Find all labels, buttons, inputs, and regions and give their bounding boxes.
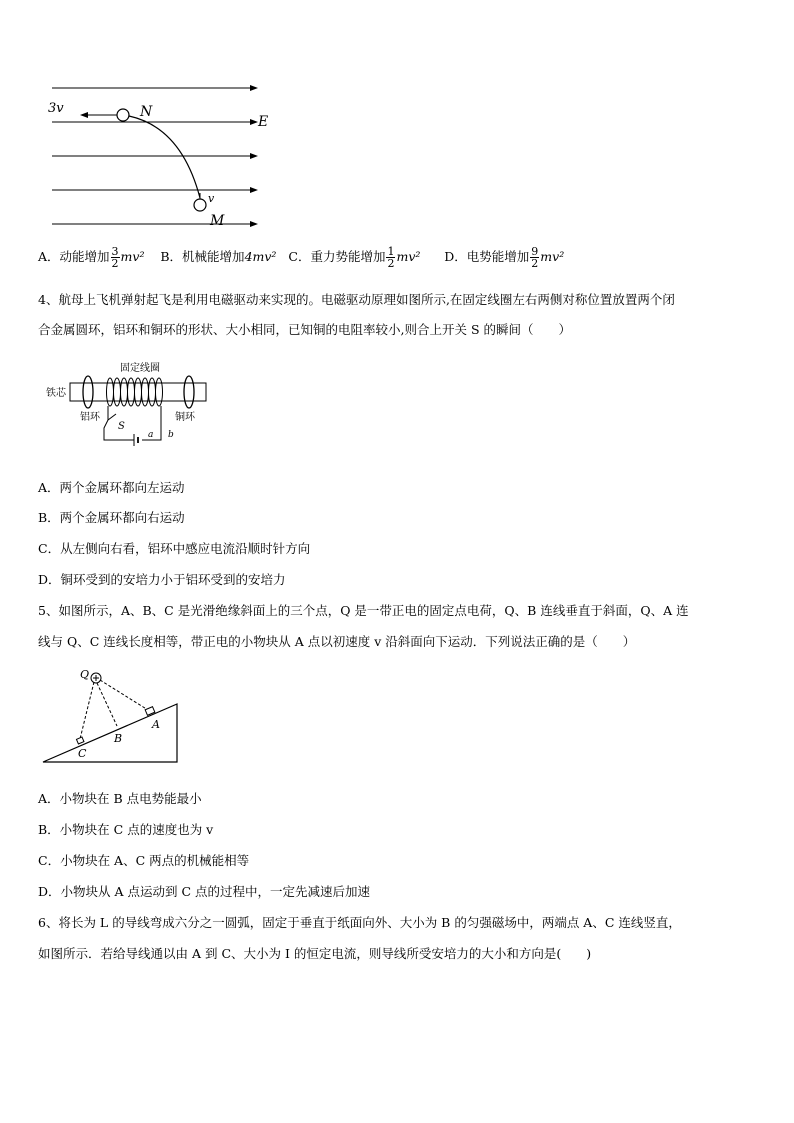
svg-text:固定线圈: 固定线圈: [120, 363, 160, 374]
q3-option-a-tail: mv²: [120, 249, 145, 264]
label-M: M: [210, 213, 225, 229]
q4-option-d[interactable]: D．铜环受到的安培力小于铝环受到的安培力: [38, 572, 286, 587]
q3-option-c-tail: mv²: [396, 249, 421, 264]
q3-option-c-prefix: C．重力势能增加: [288, 249, 386, 264]
q5-option-b[interactable]: B．小物块在 C 点的速度也为 v: [38, 822, 214, 837]
q3-option-a-fraction: $\frac{3}{2}$: [111, 245, 119, 270]
svg-text:Q: Q: [80, 668, 90, 681]
figure-q5-incline: [40, 666, 185, 768]
figure-q4-coil: [42, 358, 212, 448]
q3-option-d-prefix: D．电势能增加: [444, 249, 530, 264]
q6-stem-line1: 6、将长为 L 的导线弯成六分之一圆弧，固定于垂直于纸面向外、大小为 B 的匀强磁场中，两端点 A、C 连线竖直，: [38, 915, 681, 930]
q3-option-d-fraction: $\frac{9}{2}$: [531, 245, 539, 270]
q3-option-c[interactable]: [288, 245, 424, 270]
q3-option-a[interactable]: [38, 245, 148, 270]
q3-option-b-value: 4mv²: [244, 249, 277, 264]
svg-text:铁芯: 铁芯: [46, 388, 66, 399]
q3-options: [38, 246, 564, 269]
label-E: E: [258, 114, 269, 130]
label-v: v: [208, 192, 215, 205]
svg-text:C: C: [78, 747, 87, 760]
svg-text:S: S: [118, 421, 125, 432]
q4-option-c[interactable]: C．从左侧向右看，铝环中感应电流沿顺时针方向: [38, 541, 311, 556]
q4-stem-line2: 合金属圆环，铝环和铜环的形状、大小相同，已知铜的电阻率较小,则合上开关 S 的瞬间（ ）: [38, 322, 571, 337]
svg-text:b: b: [168, 430, 174, 440]
q4-stem-line1: 4、航母上飞机弹射起飞是利用电磁驱动来实现的。电磁驱动原理如图所示,在固定线圈左右两侧对称位置放置两个闭: [38, 292, 675, 307]
q5-option-a[interactable]: A．小物块在 B 点电势能最小: [38, 791, 202, 806]
q4-option-b[interactable]: B．两个金属环都向右运动: [38, 510, 185, 525]
svg-text:a: a: [148, 430, 154, 440]
q5-option-d[interactable]: D．小物块从 A 点运动到 C 点的过程中，一定先减速后加速: [38, 884, 371, 899]
label-3v: 3v: [48, 101, 64, 116]
svg-text:B: B: [114, 732, 123, 745]
q3-option-d[interactable]: [444, 245, 565, 270]
q5-option-c[interactable]: C．小物块在 A、C 两点的机械能相等: [38, 853, 250, 868]
svg-text:铝环: 铝环: [80, 412, 100, 423]
q4-option-a[interactable]: A．两个金属环都向左运动: [38, 480, 185, 495]
q3-option-b-prefix: B．机械能增加: [160, 249, 245, 264]
label-N: N: [140, 104, 153, 120]
svg-text:铜环: 铜环: [175, 412, 195, 423]
figure-q3-field: [40, 80, 290, 230]
q3-option-a-prefix: A．动能增加: [38, 249, 110, 264]
q6-stem-line2: 如图所示．若给导线通以由 A 到 C、大小为 I 的恒定电流，则导线所受安培力的大小和方向是( ): [38, 946, 592, 961]
svg-text:A: A: [152, 718, 160, 731]
q3-option-d-tail: mv²: [540, 249, 565, 264]
q5-stem-line1: 5、如图所示，A、B、C 是光滑绝缘斜面上的三个点，Q 是一带正电的固定点电荷，Q、B 连线垂直于斜面，Q、A 连: [38, 603, 689, 618]
q3-option-c-fraction: $\frac{1}{2}$: [387, 245, 395, 270]
q3-option-b[interactable]: [160, 249, 280, 264]
q5-stem-line2: 线与 Q、C 连线长度相等，带正电的小物块从 A 点以初速度 v 沿斜面向下运动．下列说法正确的是（ ）: [38, 634, 636, 649]
